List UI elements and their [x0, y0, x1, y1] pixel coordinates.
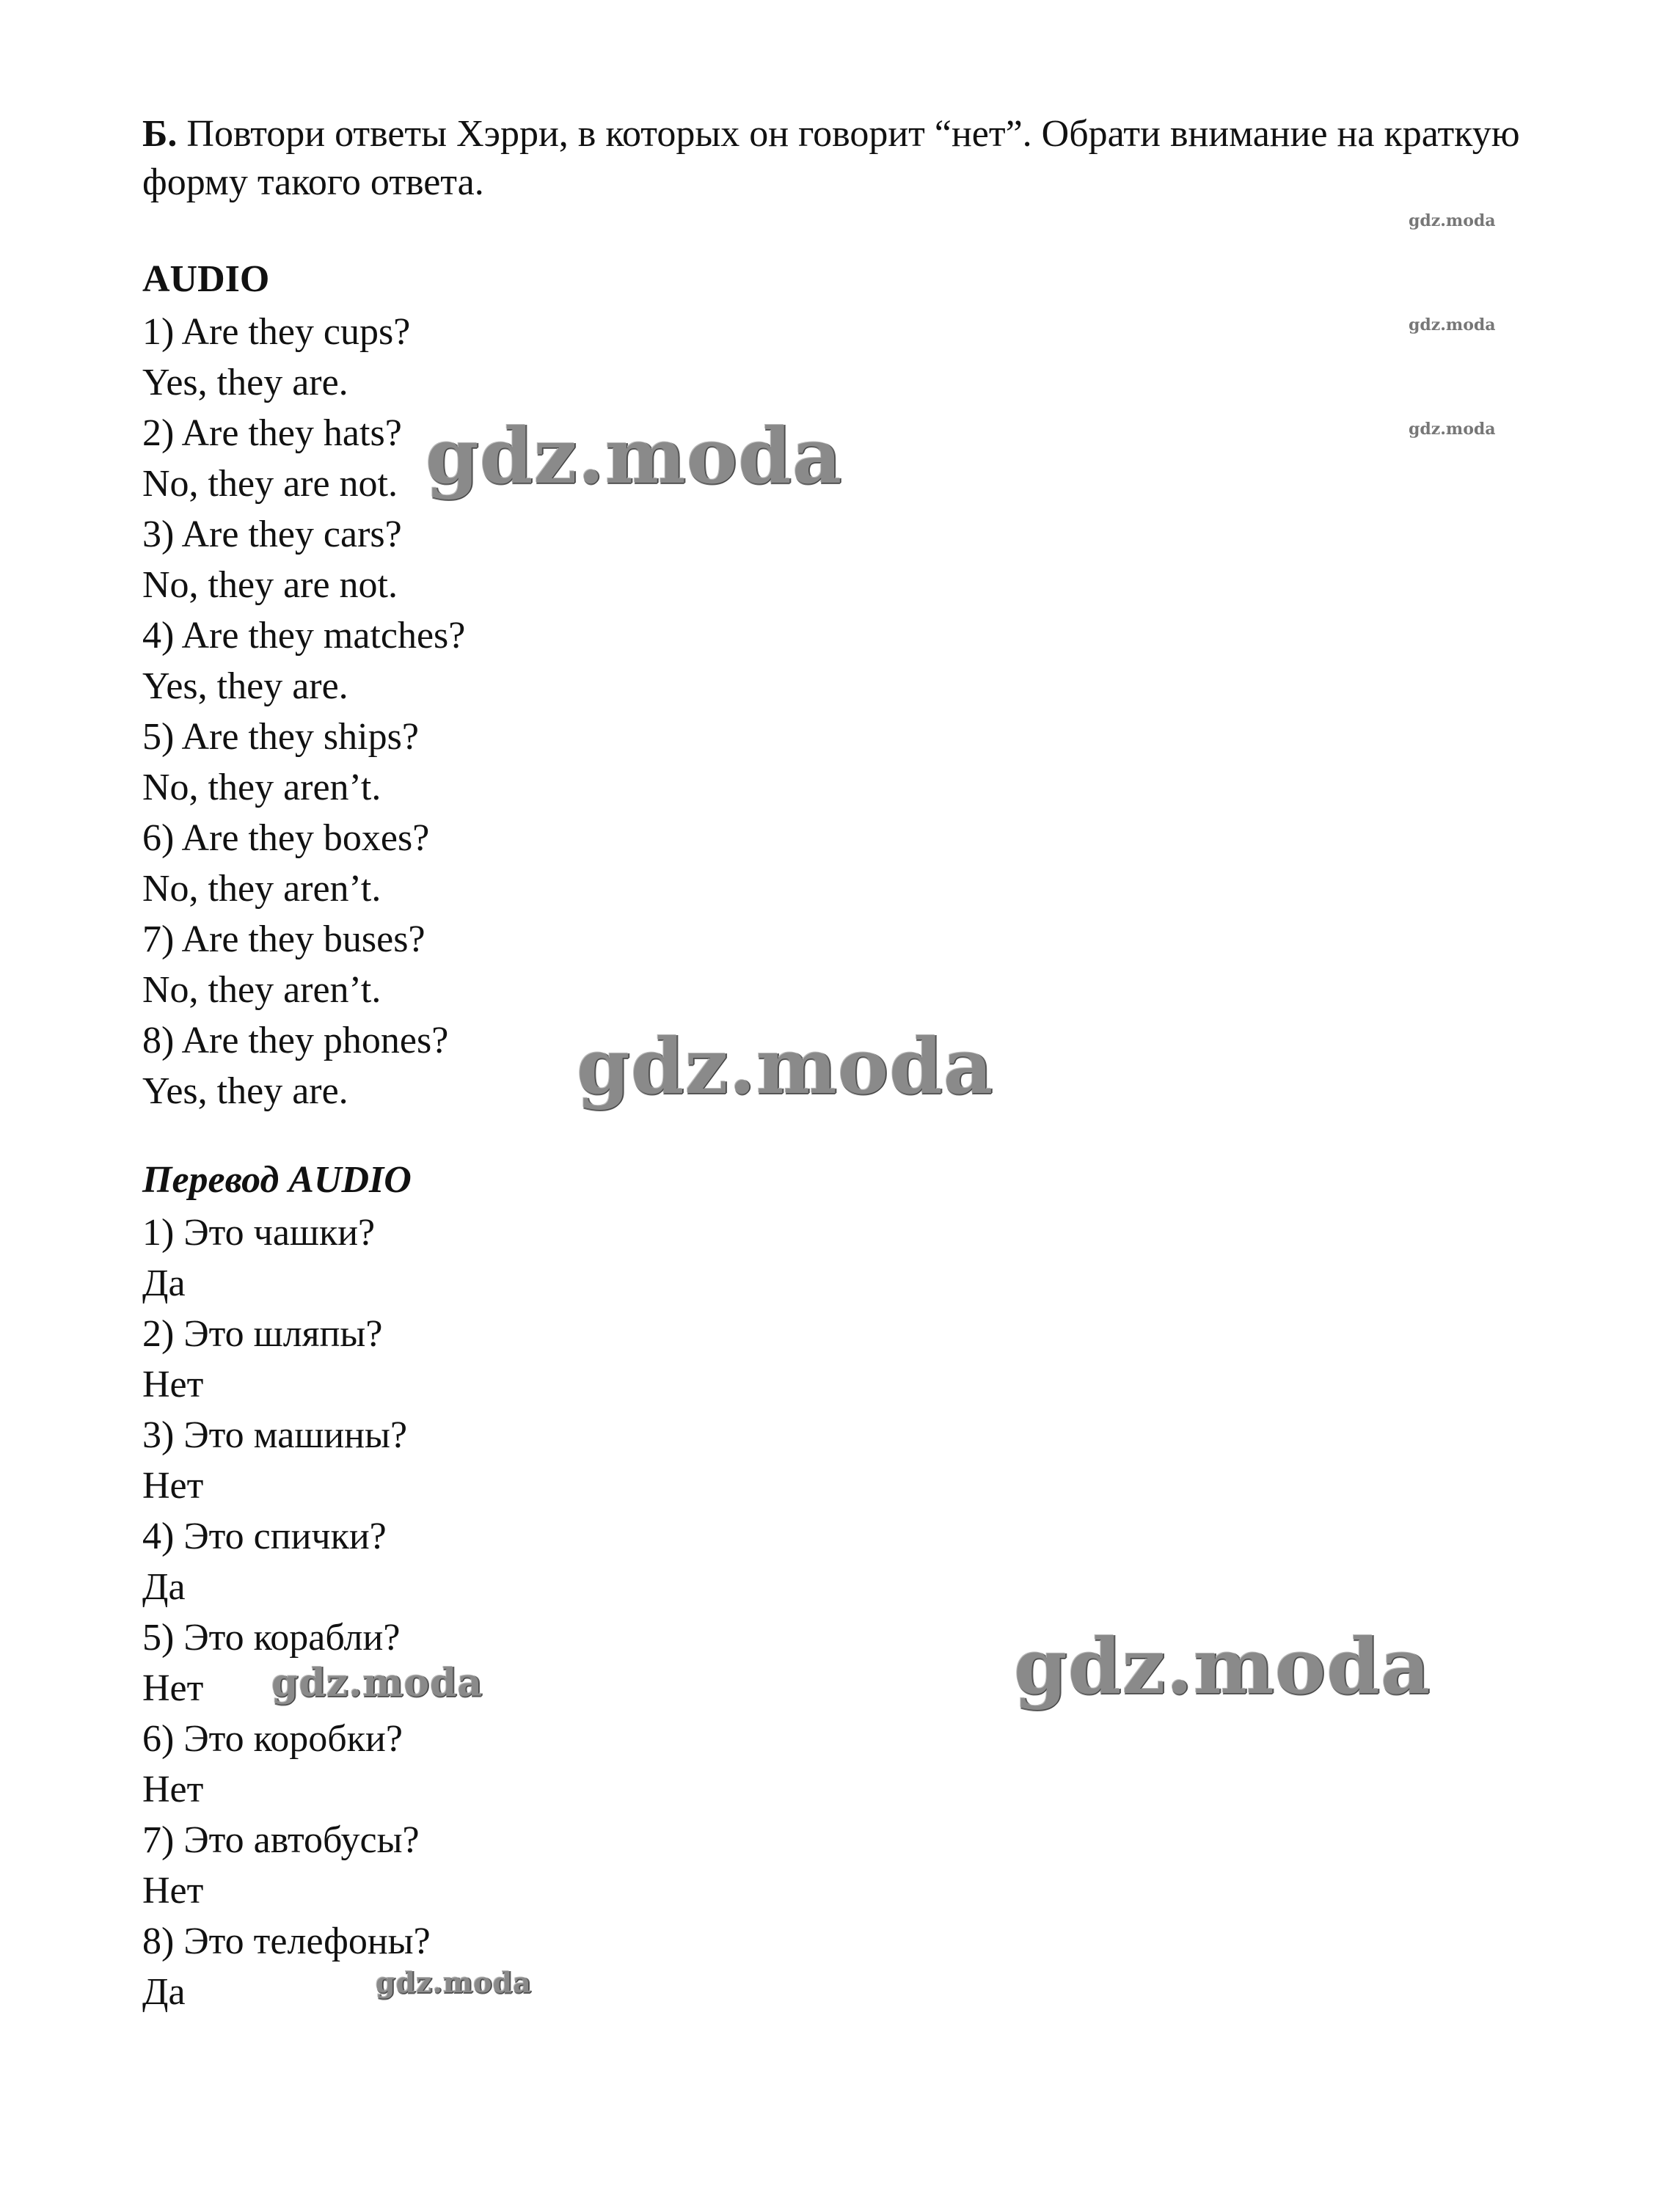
- watermark: gdz.moda: [577, 1021, 994, 1111]
- translation-line: Да: [142, 1262, 186, 1304]
- audio-line: Yes, they are.: [142, 665, 348, 707]
- translation-heading: Перевод AUDIO: [142, 1159, 412, 1201]
- audio-line: 4) Are they matches?: [142, 615, 466, 657]
- translation-line: 1) Это чашки?: [142, 1212, 376, 1254]
- task-text: Повтори ответы Хэрри, в которых он говорит “нет”. Обрати внимание на краткую форму такого ответа.: [142, 113, 1520, 203]
- audio-line: No, they are not.: [142, 564, 398, 606]
- audio-line: 5) Are they ships?: [142, 716, 419, 758]
- audio-line: No, they are not.: [142, 463, 398, 505]
- audio-section: [142, 255, 1169, 1116]
- translation-line: 5) Это корабли?: [142, 1617, 401, 1659]
- audio-line: 3) Are they cars?: [142, 513, 402, 555]
- translation-line: 3) Это машины?: [142, 1414, 408, 1456]
- audio-heading: AUDIO: [142, 258, 270, 300]
- task-letter: Б.: [142, 113, 178, 155]
- translation-line: 7) Это автобусы?: [142, 1819, 420, 1861]
- audio-line: Yes, they are.: [142, 1070, 348, 1112]
- translation-line: 8) Это телефоны?: [142, 1920, 431, 1962]
- translation-line: Нет: [142, 1364, 204, 1405]
- translation-line: Нет: [142, 1667, 204, 1709]
- audio-line: 8) Are they phones?: [142, 1020, 449, 1061]
- watermark: gdz.moda: [271, 1661, 483, 1706]
- audio-line: 2) Are they hats?: [142, 412, 402, 454]
- audio-line: No, they aren’t.: [142, 969, 381, 1011]
- watermark: gdz.moda: [426, 411, 843, 501]
- audio-line: Yes, they are.: [142, 362, 348, 403]
- audio-line: 6) Are they boxes?: [142, 817, 430, 859]
- watermark: gdz.moda: [1014, 1621, 1431, 1711]
- audio-line: No, they aren’t.: [142, 868, 381, 910]
- watermark: gdz.moda: [376, 1966, 532, 1999]
- translation-line: Да: [142, 1971, 186, 2013]
- translation-line: Нет: [142, 1465, 204, 1507]
- audio-line: 1) Are they cups?: [142, 311, 411, 353]
- translation-line: Нет: [142, 1769, 204, 1810]
- watermark: gdz.moda: [1409, 420, 1496, 439]
- watermark: gdz.moda: [1409, 211, 1496, 230]
- translation-section: [142, 1156, 1169, 2017]
- translation-line: Да: [142, 1566, 186, 1608]
- translation-line: 2) Это шляпы?: [142, 1313, 383, 1355]
- audio-line: No, they aren’t.: [142, 767, 381, 808]
- watermark: gdz.moda: [1409, 315, 1496, 335]
- translation-line: 4) Это спички?: [142, 1516, 387, 1557]
- translation-line: Нет: [142, 1870, 204, 1912]
- translation-line: 6) Это коробки?: [142, 1718, 403, 1760]
- audio-line: 7) Are they buses?: [142, 918, 426, 960]
- task-instruction: [142, 110, 1536, 207]
